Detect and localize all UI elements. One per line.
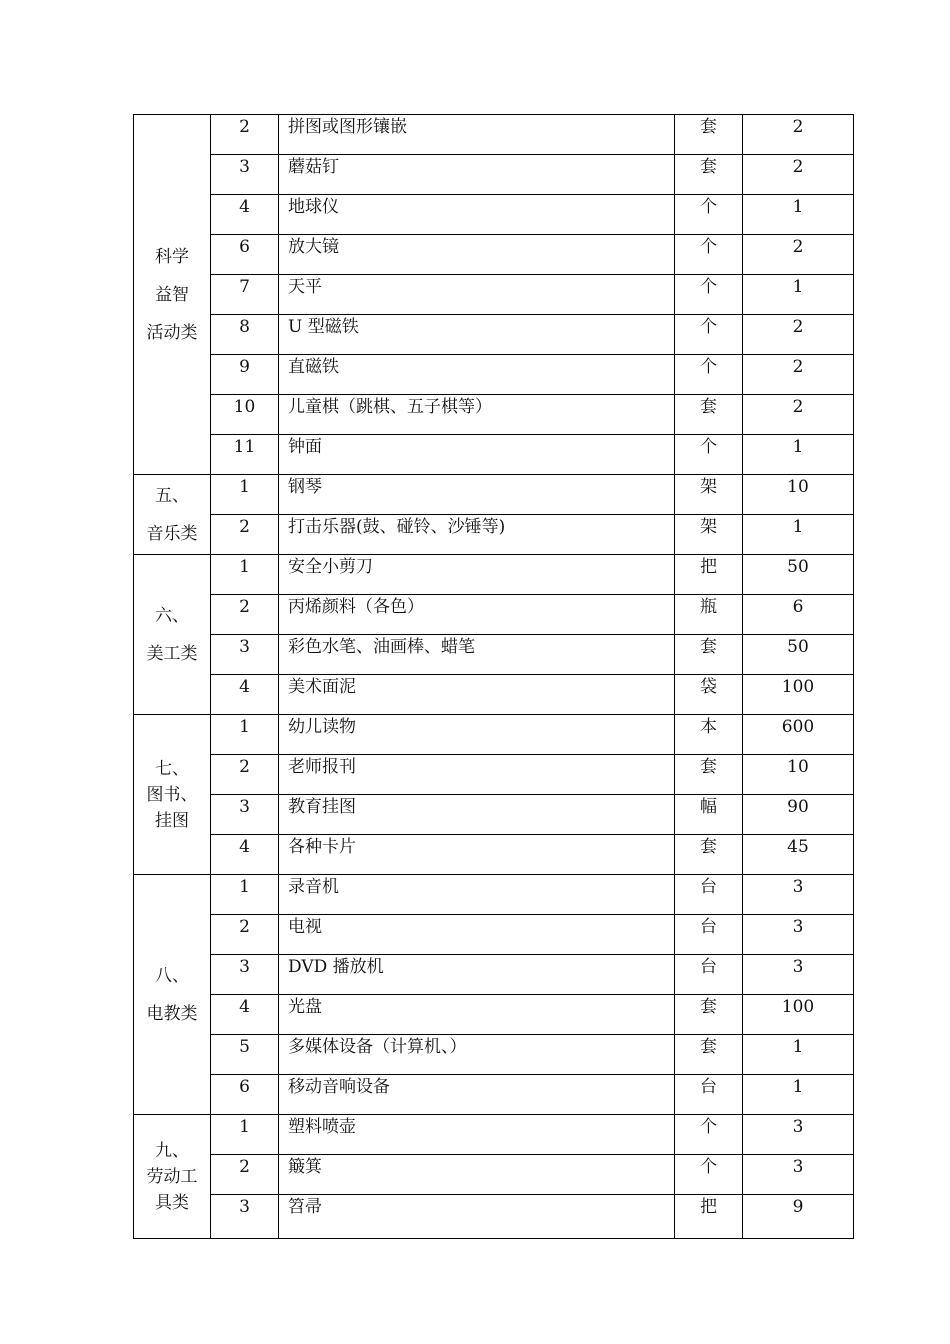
item-number: 1 (211, 715, 279, 755)
category-art (134, 555, 211, 715)
table-row (134, 595, 854, 635)
category-av (134, 875, 211, 1115)
item-name: 美术面泥 (279, 675, 675, 715)
table-row (134, 435, 854, 475)
item-name: 录音机 (279, 875, 675, 915)
table-row (134, 635, 854, 675)
item-unit: 台 (675, 875, 743, 915)
category-text: 益智 (155, 284, 189, 305)
item-unit: 套 (675, 395, 743, 435)
item-quantity: 100 (743, 995, 854, 1035)
item-unit: 个 (675, 315, 743, 355)
equipment-table (133, 114, 854, 1239)
item-number: 4 (211, 835, 279, 875)
item-unit: 个 (675, 1155, 743, 1195)
item-quantity: 2 (743, 355, 854, 395)
item-name: 打击乐器(鼓、碰铃、沙锤等) (279, 515, 675, 555)
item-name: 地球仪 (279, 195, 675, 235)
item-unit: 套 (675, 635, 743, 675)
item-number: 11 (211, 435, 279, 475)
item-unit: 个 (675, 1115, 743, 1155)
item-quantity: 2 (743, 115, 854, 155)
item-unit: 台 (675, 955, 743, 995)
item-quantity: 2 (743, 315, 854, 355)
item-quantity: 1 (743, 1075, 854, 1115)
item-unit: 套 (675, 995, 743, 1035)
table-row (134, 995, 854, 1035)
item-name: 各种卡片 (279, 835, 675, 875)
item-quantity: 50 (743, 635, 854, 675)
item-quantity: 600 (743, 715, 854, 755)
item-name: 儿童棋（跳棋、五子棋等） (279, 395, 675, 435)
item-name: 彩色水笔、油画棒、蜡笔 (279, 635, 675, 675)
table-row (134, 955, 854, 995)
item-quantity: 3 (743, 955, 854, 995)
item-name: 蘑菇钉 (279, 155, 675, 195)
item-number: 3 (211, 955, 279, 995)
item-quantity: 10 (743, 475, 854, 515)
item-name: 笤帚 (279, 1195, 675, 1239)
item-number: 2 (211, 755, 279, 795)
item-unit: 台 (675, 1075, 743, 1115)
table-row (134, 395, 854, 435)
item-name: 移动音响设备 (279, 1075, 675, 1115)
item-number: 3 (211, 795, 279, 835)
item-number: 4 (211, 675, 279, 715)
item-unit: 瓶 (675, 595, 743, 635)
item-number: 3 (211, 155, 279, 195)
item-unit: 幅 (675, 795, 743, 835)
table-row (134, 155, 854, 195)
item-quantity: 2 (743, 235, 854, 275)
item-number: 6 (211, 1075, 279, 1115)
item-number: 1 (211, 1115, 279, 1155)
category-text: 图书、 (146, 784, 198, 805)
item-quantity: 3 (743, 875, 854, 915)
item-number: 1 (211, 475, 279, 515)
item-quantity: 1 (743, 515, 854, 555)
category-text: 劳动工 (146, 1166, 198, 1187)
item-unit: 个 (675, 235, 743, 275)
item-unit: 把 (675, 555, 743, 595)
item-unit: 套 (675, 835, 743, 875)
item-name: 钟面 (279, 435, 675, 475)
category-science (134, 115, 211, 475)
item-quantity: 1 (743, 275, 854, 315)
category-text: 九、 (155, 1140, 189, 1161)
item-number: 10 (211, 395, 279, 435)
table-row (134, 835, 854, 875)
item-name: 放大镜 (279, 235, 675, 275)
item-quantity: 1 (743, 435, 854, 475)
category-text: 美工类 (146, 643, 198, 664)
table-row (134, 275, 854, 315)
item-number: 2 (211, 1155, 279, 1195)
table-row (134, 195, 854, 235)
table-row (134, 1155, 854, 1195)
item-unit: 袋 (675, 675, 743, 715)
item-name: 光盘 (279, 995, 675, 1035)
item-number: 2 (211, 515, 279, 555)
category-books (134, 715, 211, 875)
category-text: 七、 (155, 758, 189, 779)
table-row (134, 115, 854, 155)
category-text: 音乐类 (146, 523, 198, 544)
item-number: 3 (211, 635, 279, 675)
item-quantity: 2 (743, 395, 854, 435)
item-quantity: 90 (743, 795, 854, 835)
table-row (134, 1035, 854, 1075)
item-number: 5 (211, 1035, 279, 1075)
item-unit: 架 (675, 515, 743, 555)
item-unit: 套 (675, 155, 743, 195)
table-row (134, 675, 854, 715)
item-quantity: 1 (743, 1035, 854, 1075)
item-name: 钢琴 (279, 475, 675, 515)
table-row (134, 1195, 854, 1239)
item-quantity: 45 (743, 835, 854, 875)
table-row (134, 1115, 854, 1155)
item-name: 幼儿读物 (279, 715, 675, 755)
item-number: 9 (211, 355, 279, 395)
item-unit: 架 (675, 475, 743, 515)
item-number: 2 (211, 115, 279, 155)
item-name: 多媒体设备（计算机、） (279, 1035, 675, 1075)
item-number: 2 (211, 595, 279, 635)
item-quantity: 9 (743, 1195, 854, 1239)
item-quantity: 1 (743, 195, 854, 235)
item-unit: 台 (675, 915, 743, 955)
item-unit: 套 (675, 115, 743, 155)
table-row (134, 755, 854, 795)
category-text: 科学 (155, 246, 189, 267)
category-music (134, 475, 211, 555)
item-unit: 个 (675, 195, 743, 235)
item-quantity: 3 (743, 1115, 854, 1155)
item-number: 8 (211, 315, 279, 355)
item-number: 1 (211, 875, 279, 915)
item-quantity: 3 (743, 915, 854, 955)
item-quantity: 100 (743, 675, 854, 715)
category-text: 活动类 (146, 322, 198, 343)
item-name: 教育挂图 (279, 795, 675, 835)
table-row (134, 235, 854, 275)
table-row (134, 715, 854, 755)
item-unit: 本 (675, 715, 743, 755)
item-name: 老师报刊 (279, 755, 675, 795)
item-unit: 把 (675, 1195, 743, 1239)
table-row (134, 795, 854, 835)
item-quantity: 10 (743, 755, 854, 795)
item-number: 4 (211, 195, 279, 235)
item-quantity: 2 (743, 155, 854, 195)
item-quantity: 50 (743, 555, 854, 595)
item-name: 安全小剪刀 (279, 555, 675, 595)
table-row (134, 1075, 854, 1115)
item-number: 3 (211, 1195, 279, 1239)
item-quantity: 3 (743, 1155, 854, 1195)
item-name: 直磁铁 (279, 355, 675, 395)
item-unit: 套 (675, 755, 743, 795)
item-number: 6 (211, 235, 279, 275)
table-row (134, 515, 854, 555)
table-row (134, 915, 854, 955)
table-row (134, 875, 854, 915)
item-number: 2 (211, 915, 279, 955)
item-name: DVD 播放机 (279, 955, 675, 995)
table-row (134, 355, 854, 395)
item-name: 电视 (279, 915, 675, 955)
item-number: 7 (211, 275, 279, 315)
item-number: 1 (211, 555, 279, 595)
item-name: 拼图或图形镶嵌 (279, 115, 675, 155)
category-text: 具类 (155, 1192, 189, 1213)
item-unit: 个 (675, 275, 743, 315)
item-unit: 个 (675, 435, 743, 475)
table-row (134, 315, 854, 355)
item-name: 簸箕 (279, 1155, 675, 1195)
category-text: 六、 (155, 605, 189, 626)
category-text: 五、 (155, 485, 189, 506)
table-row (134, 475, 854, 515)
category-text: 八、 (155, 965, 189, 986)
table-row (134, 555, 854, 595)
category-labor (134, 1115, 211, 1239)
category-text: 电教类 (146, 1003, 198, 1024)
item-unit: 套 (675, 1035, 743, 1075)
item-number: 4 (211, 995, 279, 1035)
item-name: 天平 (279, 275, 675, 315)
item-name: 塑料喷壶 (279, 1115, 675, 1155)
item-name: 丙烯颜料（各色） (279, 595, 675, 635)
item-name: U 型磁铁 (279, 315, 675, 355)
category-text: 挂图 (155, 810, 189, 831)
item-unit: 个 (675, 355, 743, 395)
item-quantity: 6 (743, 595, 854, 635)
